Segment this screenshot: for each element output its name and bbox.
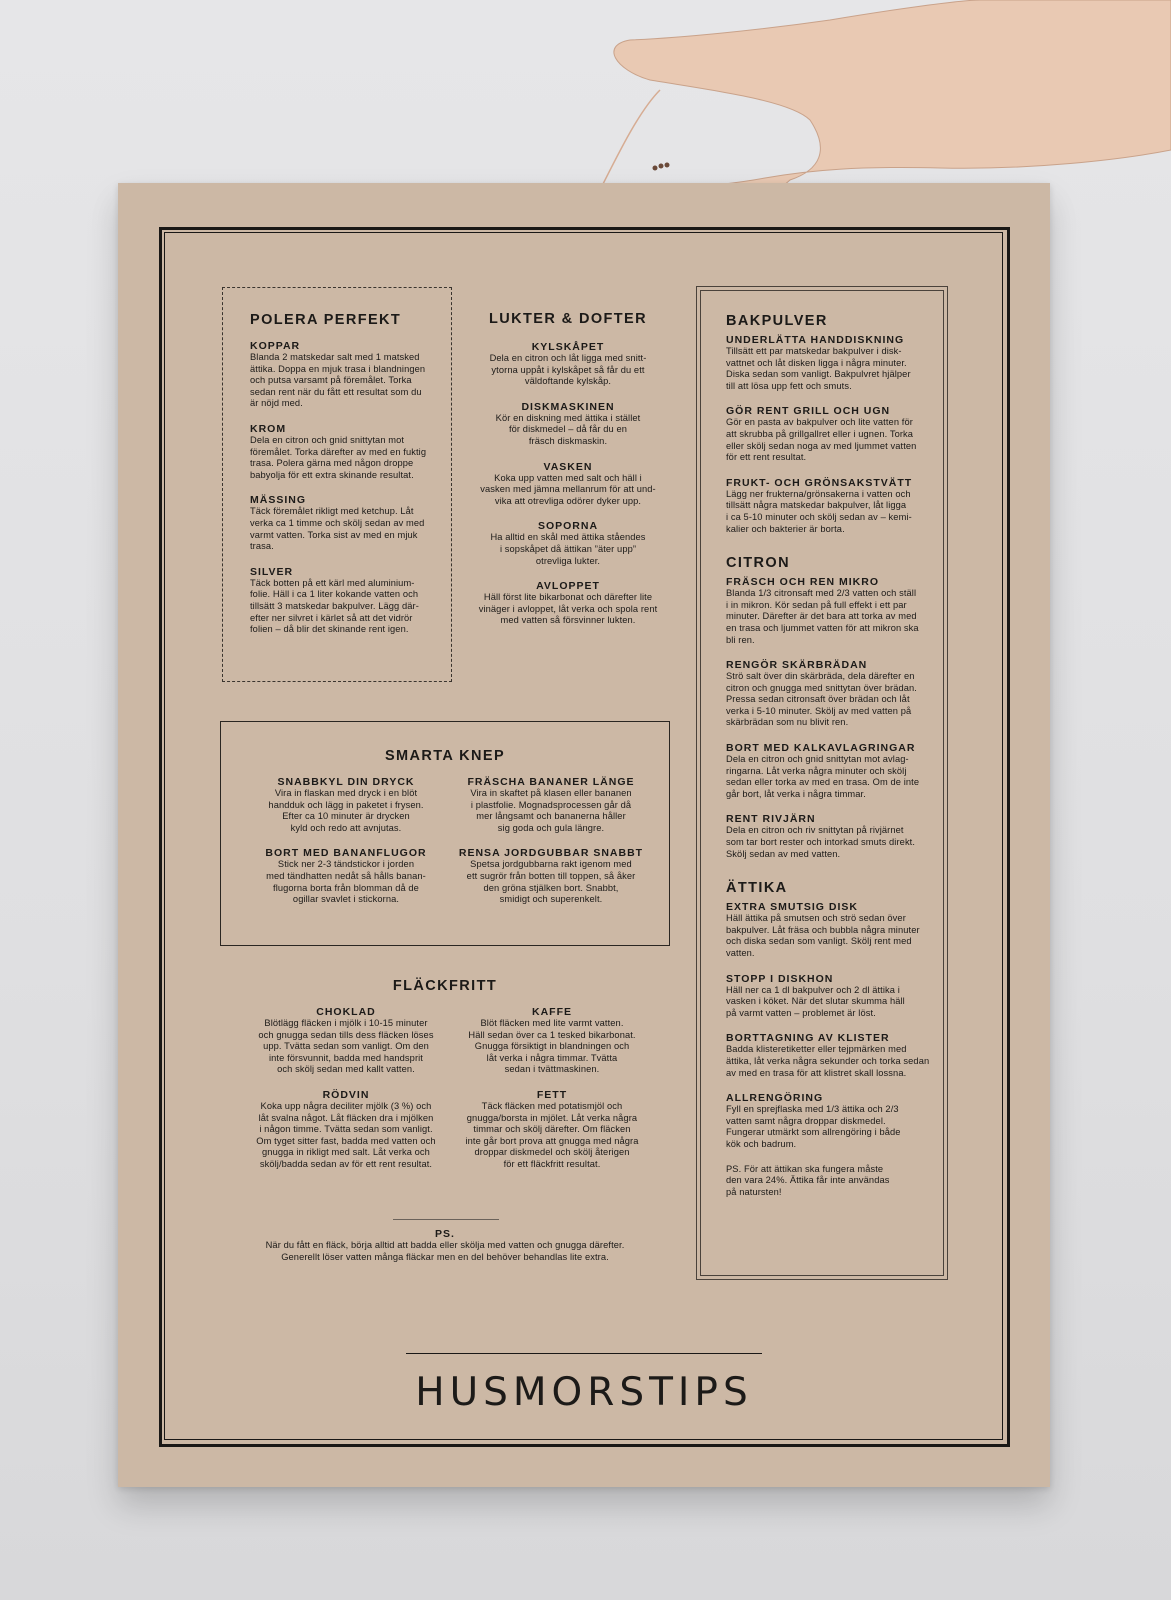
list-item: UNDERLÄTTA HANDDISKNING Tillsätt ett par matskedar bakpulver i disk- vattnet och låt disken ligga i några minuter. Diska sedan som vanligt. Bakpulvret hjälper till att lösa upp fett och smuts. bbox=[726, 334, 911, 391]
list-item: KROM Dela en citron och gnid snittytan mot föremålet. Torka därefter av med en fuktig trasa. Polera gärna med någon droppe babyolja för ett extra skinande resultat. bbox=[250, 422, 427, 480]
list-item: EXTRA SMUTSIG DISK Häll ättika på smutsen och strö sedan över bakpulver. Låt fräsa och bubbla några minuter och diska sedan som vanligt. Skölj rent med vatten. bbox=[726, 901, 920, 958]
list-item: KOPPAR Blanda 2 matskedar salt med 1 matsked ättika. Doppa en mjuk trasa i blandningen och putsa varsamt på föremålet. Torka sedan rent när du fått ett resultat som du är nöjd med. bbox=[250, 340, 426, 409]
list-item: FRÄSCH OCH REN MIKRO Blanda 1/3 citronsaft med 2/3 vatten och ställ i in mikron. Kör sedan på full effekt i ett par minuter. Därefter är det bara att torka av med en trasa och ljummet vatten för att mikron ska bli ren. bbox=[726, 576, 919, 645]
attika-ps-note: PS. För att ättikan ska fungera måste den vara 24%. Ättika får inte användas på natursten! bbox=[726, 1163, 890, 1197]
list-item: AVLOPPET Häll först lite bikarbonat och därefter lite vinäger i avloppet, låt verka och spola rent med vatten så försvinner lukten. bbox=[478, 580, 658, 626]
section-flackfritt bbox=[220, 978, 670, 1184]
ps-title: PS. bbox=[435, 1228, 455, 1240]
list-item: ALLRENGÖRING Fyll en sprejflaska med 1/3 ättika och 2/3 vatten samt några droppar diskmedel. Fungerar utmärkt som allrengöring i både kök och badrum. bbox=[726, 1092, 901, 1149]
list-item: KYLSKÅPET Dela en citron och låt ligga med snitt- ytorna uppåt i kylskåpet så får du ett väldoftande kylskåp. bbox=[489, 341, 647, 387]
section-heading: ÄTTIKA bbox=[726, 880, 788, 897]
list-item: SILVER Täck botten på ett kärl med aluminium- folie. Häll i ca 1 liter kokande vatten och tillsätt 3 matskedar bakpulver. Lägg där- efter ner silvret i kärlet så att det vidrör folien – då blir det skinande rent igen. bbox=[250, 565, 419, 635]
list-item: DISKMASKINEN Kör en diskning med ättika i stället för diskmedel – då får du en fräsch diskmaskin. bbox=[495, 400, 641, 446]
section-heading: CITRON bbox=[726, 555, 790, 572]
section-polera-perfekt bbox=[222, 287, 452, 682]
list-item: SNABBKYL DIN DRYCK Vira in flaskan med dryck i en blöt handduk och lägg in paketet i frysen. Efter ca 10 minuter är drycken kyld och redo att avnjutas. bbox=[268, 776, 424, 833]
list-item: KAFFE Blöt fläcken med lite varmt vatten. Häll sedan över ca 1 tesked bikarbonat. Gnugga försiktigt in blandningen och låt verka i några timmar. Tvätta sedan i tvättmaskinen. bbox=[468, 1006, 636, 1075]
section-lukter-dofter bbox=[458, 311, 678, 640]
list-item: RENT RIVJÄRN Dela en citron och riv snittytan på rivjärnet som tar bort rester och intorkad smuts direkt. Skölj sedan av med vatten. bbox=[726, 813, 916, 859]
section-heading: FLÄCKFRITT bbox=[392, 978, 498, 994]
list-item: BORT MED KALKAVLAGRINGAR Dela en citron och gnid snittytan mot avlag- ringarna. Låt verka några minuter och skölj sedan eller torka av med en trasa. Om de inte går bort, låt verka i några timmar. bbox=[726, 742, 920, 799]
list-item: RÖDVIN Koka upp några deciliter mjölk (3 %) och låt svalna något. Låt fläcken dra i mjölken i någon timme. Tvätta sedan som vanligt. Om tyget sitter fast, badda med vatten och gnugga in rikligt med salt. Låt verka och skölj/badda sedan av för ett rent resultat. bbox=[256, 1088, 436, 1169]
list-item: MÄSSING Täck föremålet rikligt med ketchup. Låt verka ca 1 timme och skölj sedan av med varmt vatten. Torka sist av med en mjuk trasa. bbox=[250, 494, 425, 552]
ps-divider bbox=[393, 1219, 499, 1220]
section-heading: LUKTER & DOFTER bbox=[489, 311, 647, 327]
list-item: FETT Täck fläcken med potatismjöl och gnugga/borsta in mjölet. Låt verka några timmar och skölj därefter. Om fläcken inte går bort prova att gnugga med några droppar diskmedel och skölj återigen för ett fläckfritt resultat. bbox=[465, 1088, 639, 1169]
ps-note bbox=[220, 1228, 670, 1263]
footer-divider bbox=[406, 1353, 762, 1354]
list-item: GÖR RENT GRILL OCH UGN Gör en pasta av bakpulver och lite vatten för att skrubba på grillgallret eller i ugnen. Torka eller skölj sedan noga av med ljummet vatten för ett rent resultat. bbox=[726, 405, 917, 463]
list-item: VASKEN Koka upp vatten med salt och häll i vasken med jämna mellanrum för att und- vika att otrevliga odörer dyker upp. bbox=[480, 460, 656, 506]
ps-text: När du fått en fläck, börja alltid att badda eller skölja med vatten och gnugga därefter. Generellt löser vatten många fläckar men en del behöver behandlas lite extra. bbox=[265, 1240, 625, 1262]
list-item: STOPP I DISKHON Häll ner ca 1 dl bakpulver och 2 dl ättika i vasken i köket. När det slutar skumma häll på varmt vatten – problemet är löst. bbox=[726, 972, 905, 1018]
poster bbox=[118, 183, 1050, 1487]
section-heading: SMARTA KNEP bbox=[384, 748, 506, 764]
list-item: BORT MED BANANFLUGOR Stick ner 2-3 tändstickor i jorden med tändhatten nedåt så hålls banan- flugorna borta från blomman då de ogillar svavlet i stickorna. bbox=[265, 847, 427, 905]
section-heading: BAKPULVER bbox=[726, 313, 828, 329]
list-item: FRUKT- OCH GRÖNSAKSTVÄTT Lägg ner frukterna/grönsakerna i vatten och tillsätt några matskedar bakpulver, låt ligga i ca 5-10 minuter och skölj sedan av – kemi- kalier och bakterier är borta. bbox=[726, 476, 913, 534]
list-item: CHOKLAD Blötlägg fläcken i mjölk i 10-15 minuter och gnugga sedan tills dess fläcken löses upp. Tvätta sedan som vanligt. Om den inte försvunnit, badda med handsprit och skölj sedan med kallt vatten. bbox=[258, 1006, 434, 1075]
subsection-bakpulver bbox=[726, 313, 947, 535]
poster-title: HUSMORSTIPS bbox=[415, 1370, 753, 1415]
subsection-citron bbox=[726, 555, 947, 860]
list-item: FRÄSCHA BANANER LÄNGE Vira in skaftet på klasen eller bananen i plastfolie. Mognadsprocessen går då mer långsamt och bananerna håller sig goda och gula längre. bbox=[467, 776, 635, 833]
subsection-attika bbox=[726, 880, 947, 1198]
list-item: RENSA JORDGUBBAR SNABBT Spetsa jordgubbarna rakt igenom med ett sugrör från botten till toppen, så åker den gröna stjälken bort. Snabbt, smidigt och superenkelt. bbox=[458, 847, 644, 905]
section-right-column bbox=[696, 286, 948, 1280]
list-item: BORTTAGNING AV KLISTER Badda klisteretiketter eller tejpmärken med ättika, låt verka några sekunder och torka sedan av med en trasa för att klistret skall lossna. bbox=[726, 1032, 930, 1078]
section-smarta-knep bbox=[220, 721, 670, 946]
list-item: RENGÖR SKÄRBRÄDAN Strö salt över din skärbräda, dela därefter en citron och gnugga med snittytan över brädan. Pressa sedan citronsaft över brädan och låt verka i 5-10 minuter. Skölj av med vatten på skärbrädan som nu blivit ren. bbox=[726, 659, 917, 728]
list-item: SOPORNA Ha alltid en skål med ättika ståendes i sopskåpet då ättikan ”äter upp” otrevliga lukter. bbox=[490, 520, 646, 566]
section-heading: POLERA PERFEKT bbox=[250, 312, 402, 328]
